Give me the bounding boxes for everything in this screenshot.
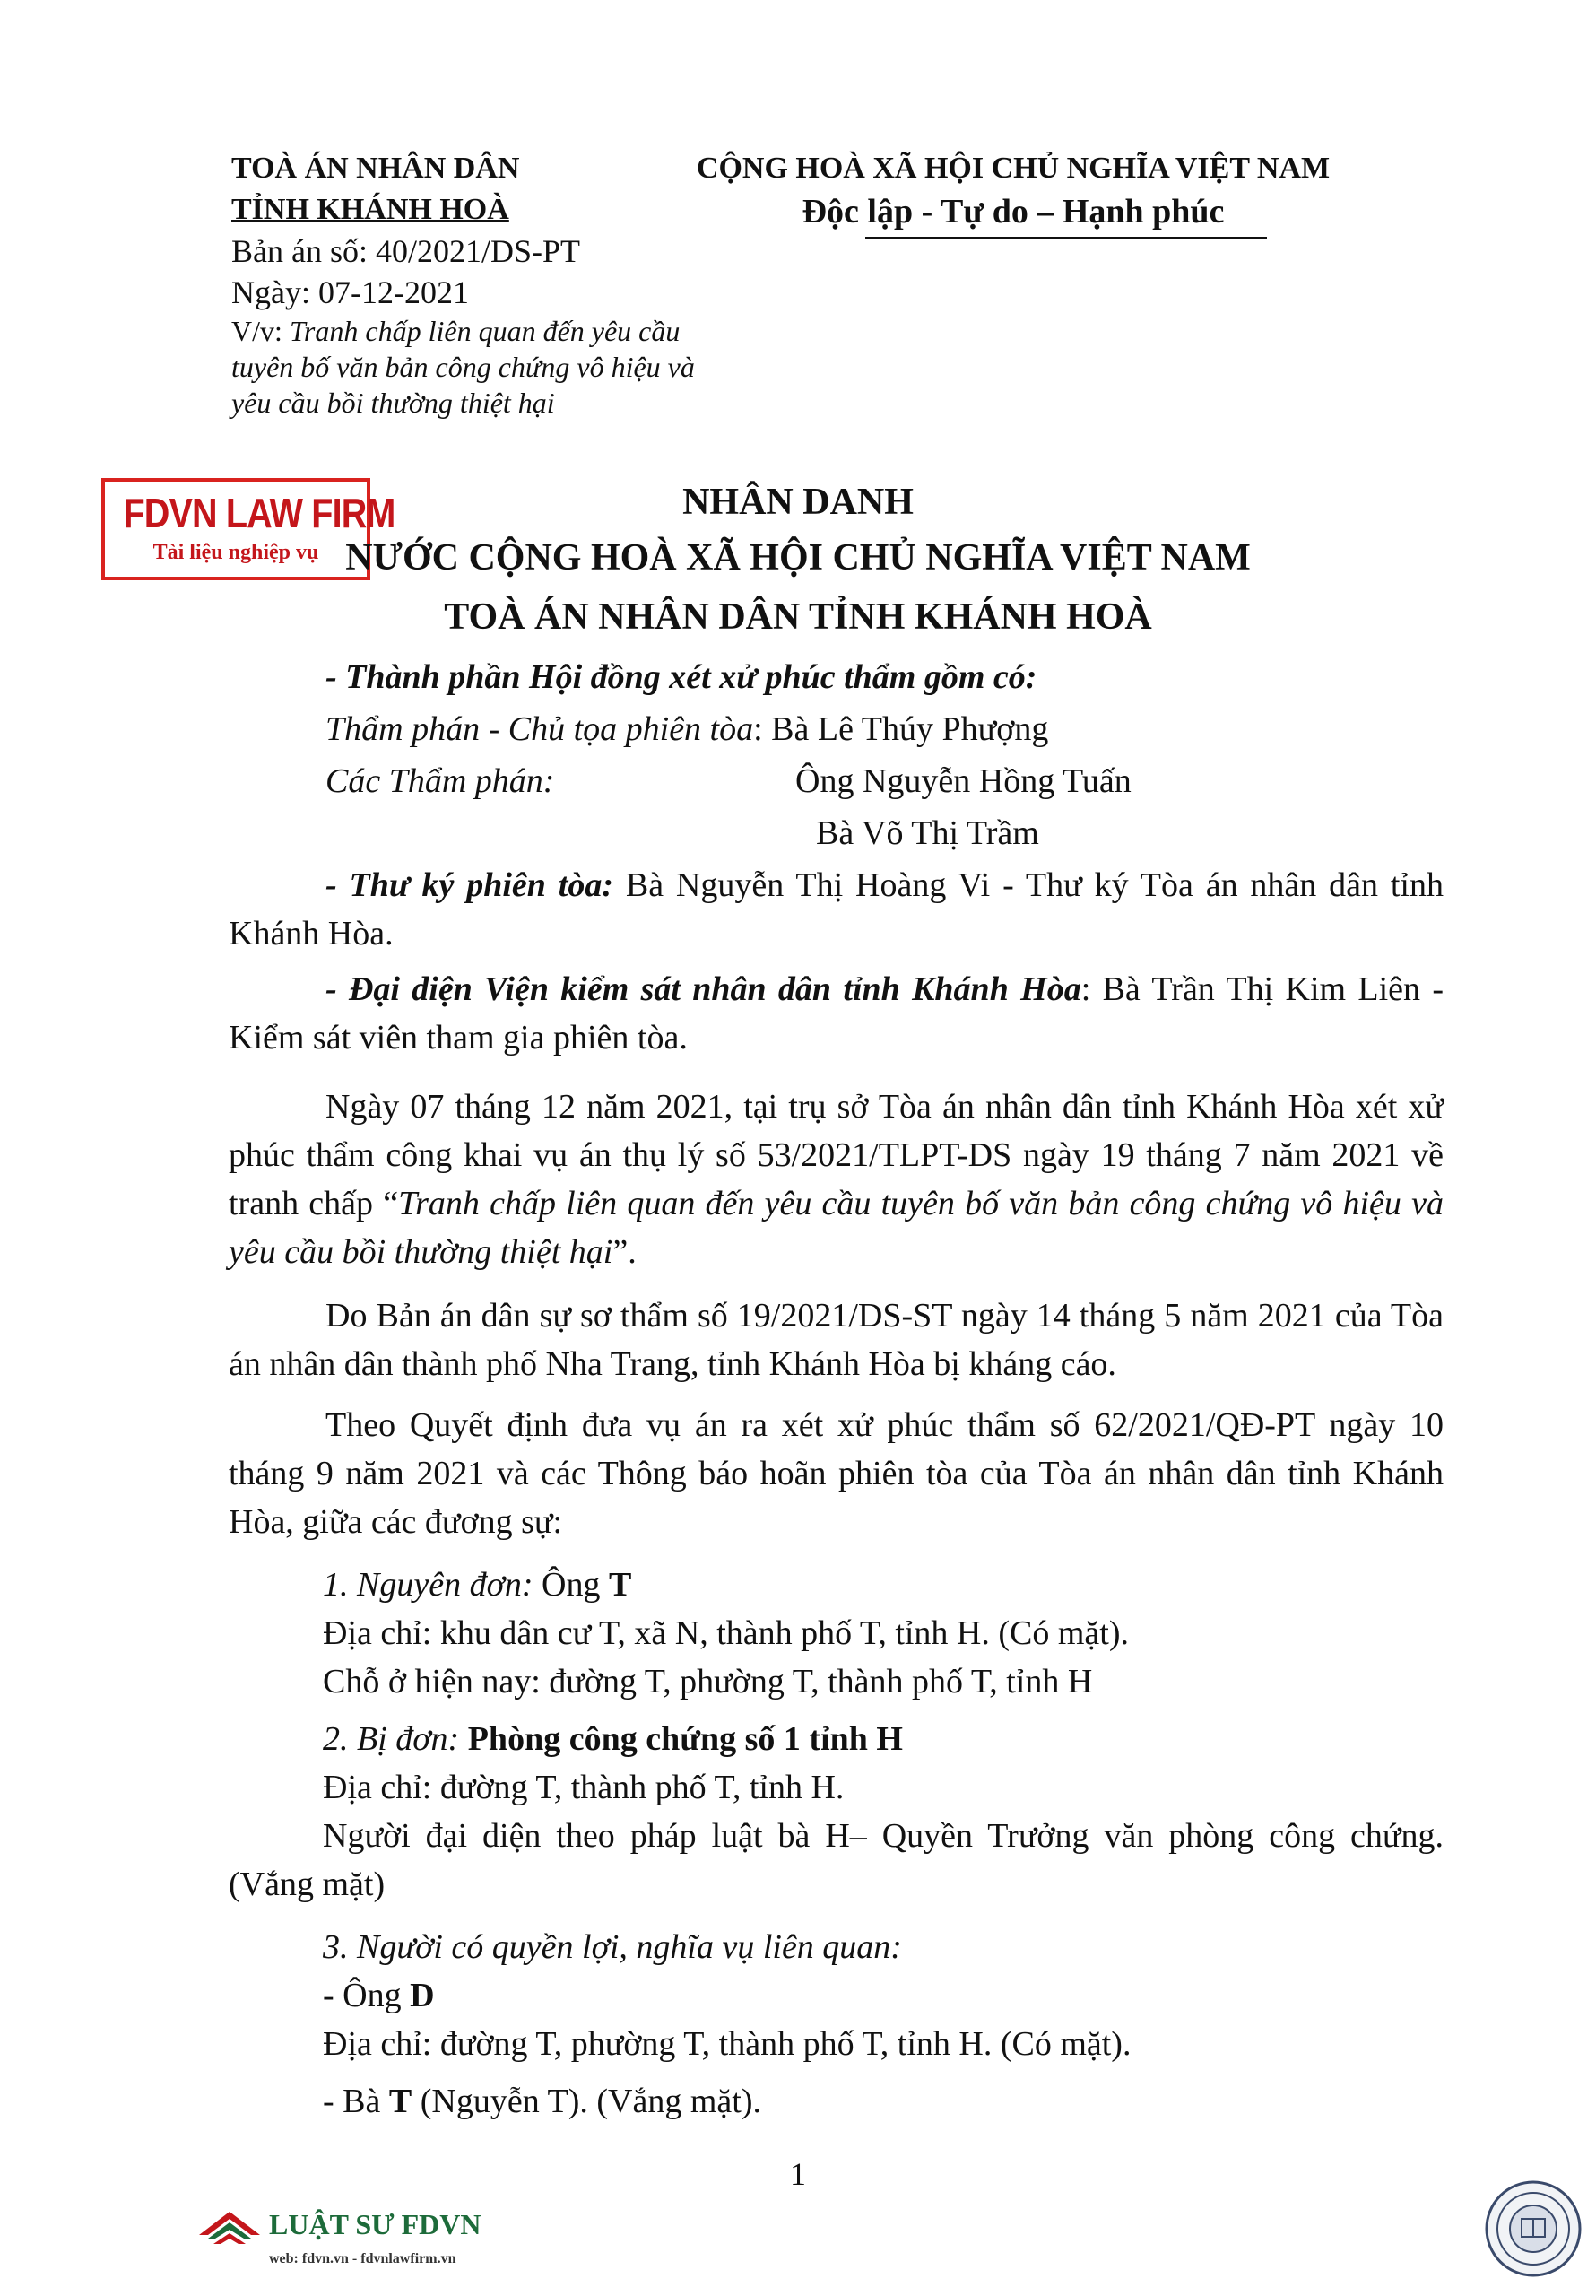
related-party-2: - Bà T (Nguyễn T). (Vắng mặt). xyxy=(323,2083,761,2120)
court-clerk: - Thư ký phiên tòa: Bà Nguyễn Thị Hoàng Vi - Thư ký Tòa án nhân dân tỉnh Khánh Hòa. xyxy=(229,866,1444,952)
panel-heading: - Thành phần Hội đồng xét xử phúc thẩm gồm có: xyxy=(325,658,1037,696)
related-party-1: - Ông D xyxy=(323,1977,435,2014)
presiding-judge: Thẩm phán - Chủ tọa phiên tòa: Bà Lê Thúy Phượng xyxy=(325,710,1049,748)
judges-label: Các Thẩm phán: xyxy=(325,762,555,800)
procuracy-representative: - Đại diện Viện kiểm sát nhân dân tỉnh Khánh Hòa: Bà Trần Thị Kim Liên - Kiểm sát viên tham gia phiên tòa. xyxy=(229,970,1444,1057)
judgment-date: Ngày: 07-12-2021 xyxy=(231,274,469,310)
stamp-subtitle: Tài liệu nghiệp vụ xyxy=(152,541,319,564)
nation-name: CỘNG HOÀ XÃ HỘI CHỦ NGHĨA VIỆT NAM xyxy=(696,152,1331,185)
footer-website: web: fdvn.vn - fdvnlawfirm.vn xyxy=(269,2251,456,2266)
notary-seal-icon xyxy=(1484,2179,1583,2278)
title-line-2: NƯỚC CỘNG HOÀ XÃ HỘI CHỦ NGHĨA VIỆT NAM xyxy=(345,537,1251,578)
motto-underline xyxy=(865,237,1267,239)
judge-2: Bà Võ Thị Trầm xyxy=(816,814,1039,852)
plaintiff-residence: Chỗ ở hiện nay: đường T, phường T, thành phố T, tỉnh H xyxy=(323,1663,1093,1700)
national-motto: Độc lập - Tự do – Hạnh phúc xyxy=(802,193,1225,230)
page-number: 1 xyxy=(790,2156,806,2192)
related-parties-heading: 3. Người có quyền lợi, nghĩa vụ liên quan: xyxy=(323,1928,902,1966)
defendant-address: Địa chỉ: đường T, thành phố T, tỉnh H. xyxy=(323,1769,845,1806)
title-line-1: NHÂN DANH xyxy=(682,482,914,523)
plaintiff: 1. Nguyên đơn: Ông T xyxy=(323,1566,632,1604)
plaintiff-address: Địa chỉ: khu dân cư T, xã N, thành phố T, tỉnh H. (Có mặt). xyxy=(323,1614,1130,1652)
related-party-1-address: Địa chỉ: đường T, phường T, thành phố T, tỉnh H. (Có mặt). xyxy=(323,2025,1132,2063)
judgment-number: Bản án số: 40/2021/DS-PT xyxy=(231,233,581,269)
footer-brand: LUẬT SƯ FDVN xyxy=(269,2208,481,2240)
court-province: TỈNH KHÁNH HOÀ xyxy=(231,193,509,226)
title-line-3: TOÀ ÁN NHÂN DÂN TỈNH KHÁNH HOÀ xyxy=(444,596,1152,638)
defendant-representative: Người đại diện theo pháp luật bà H– Quyền Trưởng văn phòng công chứng. (Vắng mặt) xyxy=(229,1817,1444,1903)
fdvn-logo-icon xyxy=(195,2208,264,2260)
case-subject: V/v: Tranh chấp liên quan đến yêu cầu tuyên bố văn bản công chứng vô hiệu và yêu cầu bồi thường thiệt hại xyxy=(231,315,695,419)
paragraph-hearing: Ngày 07 tháng 12 năm 2021, tại trụ sở Tòa án nhân dân tỉnh Khánh Hòa xét xử phúc thẩm công khai vụ án thụ lý số 53/2021/TLPT-DS ngày 19 tháng 7 năm 2021 về tranh chấp “Tranh chấp liên quan đến yêu cầu tuyên bố văn bản công chứng vô hiệu và yêu cầu bồi thường thiệt hại”. xyxy=(229,1088,1444,1271)
national-header xyxy=(628,148,1399,234)
court-name: TOÀ ÁN NHÂN DÂN xyxy=(231,152,520,185)
defendant: 2. Bị đơn: Phòng công chứng số 1 tỉnh H xyxy=(323,1720,903,1758)
paragraph-decision: Theo Quyết định đưa vụ án ra xét xử phúc thẩm số 62/2021/QĐ-PT ngày 10 tháng 9 năm 2021 và các Thông báo hoãn phiên tòa của Tòa án nhân dân tỉnh Khánh Hòa, giữa các đương sự: xyxy=(229,1406,1444,1541)
stamp-name: FDVN LAW FIRM xyxy=(123,490,395,536)
judge-1: Ông Nguyễn Hồng Tuấn xyxy=(795,762,1132,800)
paragraph-first-instance: Do Bản án dân sự sơ thẩm số 19/2021/DS-ST ngày 14 tháng 5 năm 2021 của Tòa án nhân dân thành phố Nha Trang, tỉnh Khánh Hòa bị kháng cáo. xyxy=(229,1297,1444,1383)
